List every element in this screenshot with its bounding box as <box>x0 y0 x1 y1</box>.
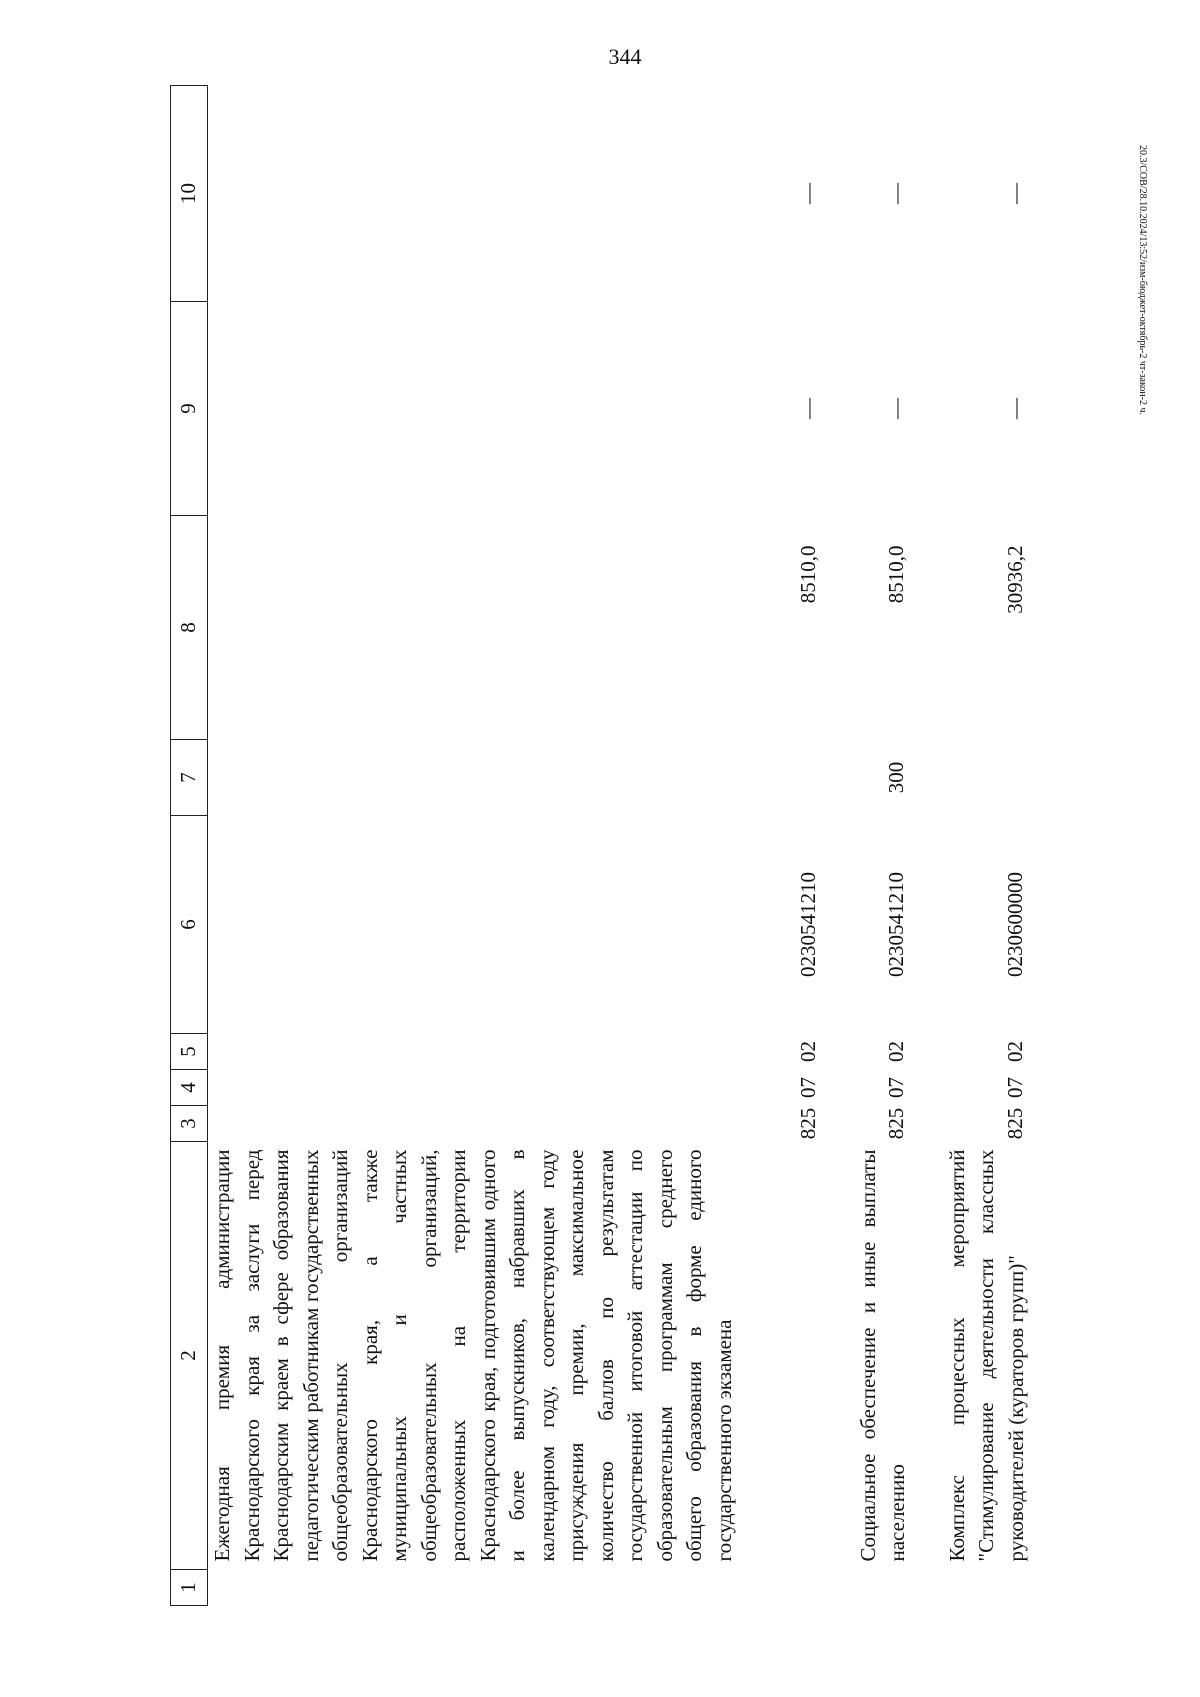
expense-type-cell <box>208 740 824 816</box>
target-article-cell: 0230600000 <box>1002 872 1027 977</box>
header-cell: 10 <box>171 86 208 302</box>
header-cell: 8 <box>171 516 208 740</box>
header-cell: 1 <box>171 1570 208 1606</box>
section-cell: 07 <box>883 1077 908 1098</box>
header-cell: 4 <box>171 1070 208 1106</box>
total-cell: — <box>796 183 820 204</box>
row-number-cell <box>208 1570 824 1606</box>
total-cell: — <box>1002 183 1027 204</box>
change-cell: — <box>1002 398 1027 419</box>
amount-cell: 8510,0 <box>796 545 820 604</box>
header-cell: 3 <box>171 1106 208 1142</box>
expense-type-cell: 300 <box>883 761 908 794</box>
description-cell: Комплекс процессных мероприятий "Стимулирование деятельности классных руководителей (кураторов групп)" <box>944 1149 1028 1562</box>
total-cell: — <box>883 183 908 204</box>
admin-code-cell: 825 <box>883 1107 908 1140</box>
description-cell: Ежегодная премия администрации Краснодарского края за заслуги перед Краснодарским краем в сфере образования педагогическим работникам государственных общеобразовательных организаций Краснодарского края, а также муниципальных и частных общеобразовательных организаций, расположенных на территории Краснодарского края, подготовившим одного и более выпускников, набравших в календарном году, соответствующем году присуждения премии, максимальное количество баллов по результатам государственной итоговой аттестации по образовательным программам среднего общего образования в форме единого государственного экзамена <box>210 1149 736 1562</box>
target-article-cell: 0230541210 <box>883 872 908 977</box>
subsection-cell: 02 <box>883 1041 908 1062</box>
section-cell: 07 <box>1002 1077 1027 1098</box>
row-number-cell <box>824 1570 913 1606</box>
change-cell: — <box>883 398 908 419</box>
admin-code-cell: 825 <box>796 1107 820 1140</box>
header-cell: 7 <box>171 740 208 816</box>
subsection-cell: 02 <box>796 1041 820 1062</box>
table-row <box>208 86 824 1606</box>
expense-type-cell <box>913 740 1032 816</box>
header-cell: 9 <box>171 302 208 516</box>
budget-table <box>170 85 1031 1606</box>
header-cell: 6 <box>171 816 208 1034</box>
footer-code: 20.3/СОВ/28.10.2024/13:52/изм-бюджет-октябрь-2 чт-закон-2 ч. <box>1137 144 1148 416</box>
description-cell: Социальное обеспечение и иные выплаты населению <box>855 1149 909 1562</box>
admin-code-cell: 825 <box>1002 1107 1027 1140</box>
table-row <box>824 86 913 1606</box>
table-row <box>913 86 1032 1606</box>
amount-cell: 8510,0 <box>883 545 908 604</box>
page-number: 344 <box>608 44 642 69</box>
section-cell: 07 <box>796 1077 820 1098</box>
rotated-table-region <box>170 86 1060 1606</box>
amount-cell: 30936,2 <box>1002 545 1027 614</box>
target-article-cell: 0230541210 <box>796 872 820 977</box>
header-row <box>171 86 208 1606</box>
header-cell: 5 <box>171 1034 208 1070</box>
subsection-cell: 02 <box>1002 1041 1027 1062</box>
change-cell: — <box>796 398 820 419</box>
header-cell: 2 <box>171 1142 208 1570</box>
row-number-cell <box>913 1570 1032 1606</box>
